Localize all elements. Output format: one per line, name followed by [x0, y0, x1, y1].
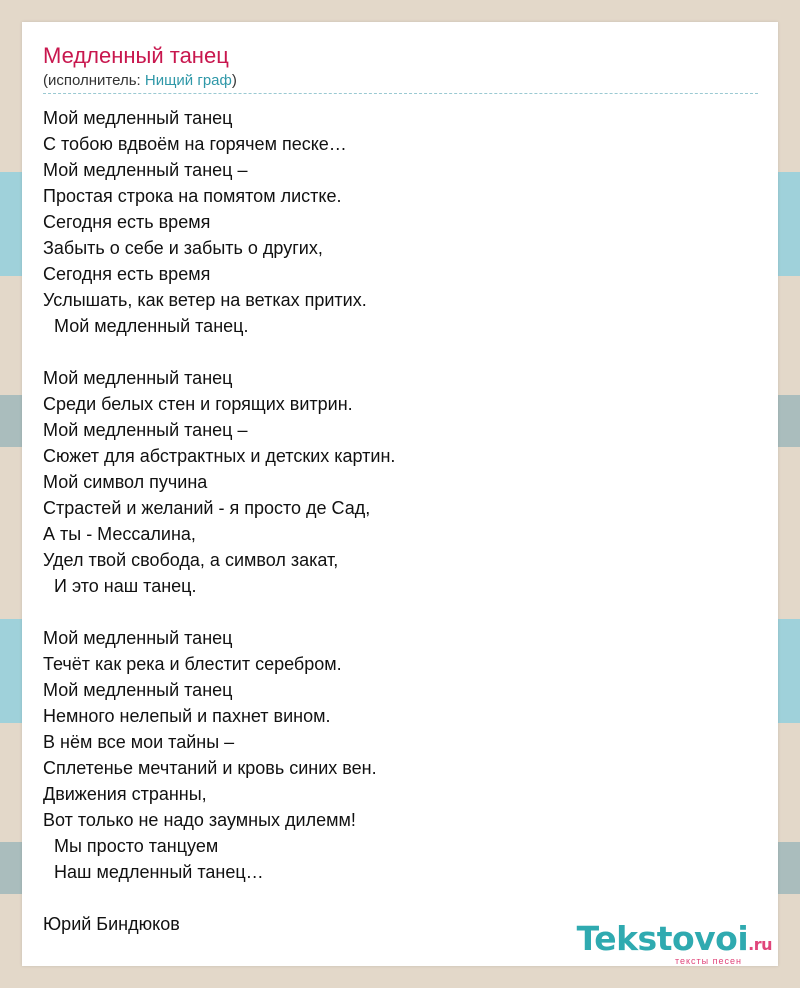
lyric-line: Удел твой свобода, а символ закат,: [43, 550, 339, 570]
lyric-line: Сюжет для абстрактных и детских картин.: [43, 446, 396, 466]
lyric-line: Наш медленный танец…: [54, 862, 264, 882]
lyric-line: В нём все мои тайны –: [43, 732, 235, 752]
lyric-line: Страстей и желаний - я просто де Сад,: [43, 498, 371, 518]
lyric-line: Немного нелепый и пахнет вином.: [43, 706, 331, 726]
lyric-line: Движения странны,: [43, 784, 207, 804]
lyric-line: И это наш танец.: [54, 576, 197, 596]
lyric-line: А ты - Мессалина,: [43, 524, 196, 544]
lyric-line: Мой медленный танец –: [43, 420, 248, 440]
lyrics-card: [22, 22, 778, 966]
lyric-line: Сегодня есть время: [43, 212, 211, 232]
lyric-line: Мы просто танцуем: [54, 836, 219, 856]
site-logo[interactable]: [577, 921, 772, 966]
lyric-line: Мой медленный танец: [43, 680, 233, 700]
lyric-line: Мой медленный танец.: [54, 316, 249, 336]
lyric-line: Мой медленный танец: [43, 628, 233, 648]
logo-tagline: тексты песен: [674, 956, 742, 966]
lyric-line: Сплетенье мечтаний и кровь синих вен.: [43, 758, 377, 778]
lyric-line: Сегодня есть время: [43, 264, 211, 284]
lyric-line: Течёт как река и блестит серебром.: [43, 654, 342, 674]
lyric-line: Забыть о себе и забыть о других,: [43, 238, 323, 258]
lyric-line: Простая строка на помятом листке.: [43, 186, 342, 206]
lyric-line: Услышать, как ветер на ветках притих.: [43, 290, 367, 310]
performer-link[interactable]: Нищий граф: [144, 72, 232, 89]
stanza-break: [43, 599, 758, 625]
lyrics-author: Юрий Биндюков: [43, 914, 180, 934]
lyric-line: Среди белых стен и горящих витрин.: [43, 394, 353, 414]
performer-prefix: (исполнитель:: [43, 72, 145, 89]
lyrics-body: [43, 105, 758, 885]
lyric-line: Мой медленный танец –: [43, 160, 248, 180]
lyric-line: Вот только не надо заумных дилемм!: [43, 810, 356, 830]
title-divider: [43, 93, 758, 94]
lyric-line: С тобою вдвоём на горячем песке…: [43, 134, 347, 154]
stanza-break: [43, 339, 758, 365]
logo-tld: .ru: [748, 935, 772, 954]
logo-name: Tekstovoi: [576, 919, 749, 958]
lyric-line: Мой медленный танец: [43, 108, 233, 128]
performer-line: [43, 71, 758, 91]
lyric-line: Мой символ пучина: [43, 472, 208, 492]
performer-suffix: ): [231, 72, 237, 89]
song-title: Медленный танец: [43, 43, 229, 68]
lyric-line: Мой медленный танец: [43, 368, 233, 388]
